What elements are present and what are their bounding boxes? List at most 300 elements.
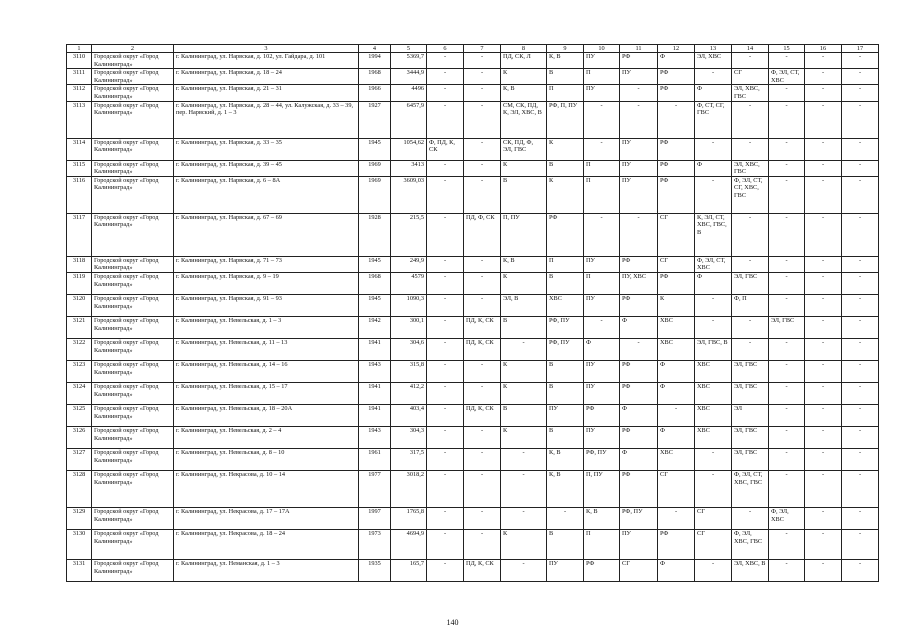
table-cell: 3117 [67,213,92,256]
table-cell: - [658,507,695,529]
header-cell: 14 [732,45,769,53]
table-cell: 1941 [359,382,391,404]
table-cell: ПУ [584,360,620,382]
table-cell: К [501,360,547,382]
table-cell: К [501,160,547,176]
table-cell: - [769,138,805,160]
table-cell: 304,3 [391,426,427,448]
table-cell: ЭЛ, ГВС [732,272,769,294]
table-cell: - [842,176,879,213]
header-cell: 5 [391,45,427,53]
table-cell: 1928 [359,213,391,256]
table-cell: - [427,176,464,213]
table-cell: - [805,529,842,559]
table-cell: 1945 [359,138,391,160]
table-cell: 3114 [67,138,92,160]
header-cell: 13 [695,45,732,53]
table-cell: - [732,53,769,69]
table-cell: Городской округ «Город Калининград» [92,176,174,213]
table-cell: - [805,338,842,360]
table-cell: 1968 [359,69,391,85]
table-cell: - [842,69,879,85]
table-cell: К, В [547,448,584,470]
table-cell: - [805,272,842,294]
table-cell: - [658,404,695,426]
table-cell: ПУ [620,138,658,160]
table-cell: Ф [658,382,695,404]
table-cell: - [620,101,658,138]
table-cell: Ф [620,448,658,470]
table-cell: ПУ, ХВС [620,272,658,294]
table-cell: ЭЛ, ГВС [732,360,769,382]
table-cell: К, В [501,85,547,101]
table-cell: - [842,470,879,507]
table-cell: ПУ [584,85,620,101]
table-cell: 304,6 [391,338,427,360]
table-cell: 1977 [359,470,391,507]
table-cell: 1090,3 [391,294,427,316]
table-cell: 3126 [67,426,92,448]
table-cell: - [501,338,547,360]
table-row [67,294,879,316]
table-cell: - [695,559,732,581]
table-cell: г. Калининград, ул. Нарвская, д. 9 – 19 [174,272,359,294]
table-row [67,382,879,404]
table-cell: РФ [658,272,695,294]
table-cell: - [769,559,805,581]
table-cell: СГ [658,256,695,272]
table-cell: - [427,360,464,382]
table-cell: СМ, СК, ПД, К, ЭЛ, ХВС, В [501,101,547,138]
table-cell: РФ [620,53,658,69]
table-cell: РФ, ПУ [620,507,658,529]
table-cell: - [732,138,769,160]
table-cell: К [501,529,547,559]
table-cell: - [695,69,732,85]
table-cell: 1968 [359,272,391,294]
table-cell: Городской округ «Город Калининград» [92,360,174,382]
table-cell: ПД, К, СК [464,404,501,426]
header-cell: 7 [464,45,501,53]
table-cell: - [769,470,805,507]
table-cell: Ф, ЭЛ, СТ, ХВС, ГВС [732,470,769,507]
table-cell: СГ [695,529,732,559]
table-cell: 3124 [67,382,92,404]
table-body [67,45,879,582]
table-cell: - [805,101,842,138]
table-cell: - [805,256,842,272]
table-cell: - [769,338,805,360]
table-cell: В [547,160,584,176]
table-cell: - [732,213,769,256]
table-cell: - [842,426,879,448]
table-cell: - [464,272,501,294]
table-cell: - [464,507,501,529]
table-cell: РФ [584,404,620,426]
table-cell: К, В [547,470,584,507]
table-cell: - [427,559,464,581]
table-cell: - [769,360,805,382]
table-cell: 1927 [359,101,391,138]
table-cell: 1935 [359,559,391,581]
table-cell: - [427,53,464,69]
header-cell: 6 [427,45,464,53]
table-cell: Ф, ЭЛ, СТ, ХВС [769,69,805,85]
table-cell: - [464,85,501,101]
table-row [67,316,879,338]
table-cell: Городской округ «Город Калининград» [92,382,174,404]
table-cell: ЭЛ, ГВС [769,316,805,338]
table-cell: РФ [620,470,658,507]
table-cell: - [769,160,805,176]
table-cell: Городской округ «Город Калининград» [92,470,174,507]
table-cell: 1969 [359,176,391,213]
table-cell: Городской округ «Город Калининград» [92,426,174,448]
table-cell: РФ [658,160,695,176]
table-cell: 1943 [359,360,391,382]
table-cell: - [427,294,464,316]
table-cell: 3110 [67,53,92,69]
table-cell: ХВС [658,338,695,360]
table-cell: - [695,470,732,507]
table-row [67,426,879,448]
table-cell: Городской округ «Город Калининград» [92,138,174,160]
table-cell: - [427,338,464,360]
table-cell: 3118 [67,256,92,272]
table-cell: г. Калининград, ул. Неманская, д. 1 – 3 [174,559,359,581]
header-cell: 3 [174,45,359,53]
table-row [67,507,879,529]
table-cell: г. Калининград, ул. Некрасова, д. 10 – 14 [174,470,359,507]
table-cell: В [547,426,584,448]
table-cell: г. Калининград, ул. Некрасова, д. 18 – 24 [174,529,359,559]
table-cell: - [464,294,501,316]
table-cell: - [695,294,732,316]
table-cell: - [805,160,842,176]
table-cell: - [769,272,805,294]
table-cell: Ф [695,272,732,294]
table-cell: - [695,448,732,470]
table-cell: - [464,426,501,448]
table-cell: - [769,294,805,316]
table-cell: г. Калининград, ул. Нарвская, д. 18 – 24 [174,69,359,85]
table-cell: РФ [658,69,695,85]
table-cell: П [584,69,620,85]
table-cell: СГ [695,507,732,529]
table-cell: Городской округ «Город Калининград» [92,101,174,138]
table-cell: СГ [658,213,695,256]
register-table [66,44,879,582]
table-cell: Ф, СТ, СГ, ГВС [695,101,732,138]
table-cell: - [732,338,769,360]
table-cell: - [732,316,769,338]
table-cell: - [805,213,842,256]
table-cell: Ф [658,559,695,581]
table-cell: 3444,9 [391,69,427,85]
table-cell: - [427,448,464,470]
table-cell: - [769,256,805,272]
table-row [67,338,879,360]
table-cell: - [805,85,842,101]
table-cell: 1941 [359,404,391,426]
table-cell: П, ПУ [584,470,620,507]
table-cell: ПУ [620,176,658,213]
header-cell: 9 [547,45,584,53]
table-cell: - [427,160,464,176]
table-cell: - [842,382,879,404]
table-cell: 1997 [359,507,391,529]
table-cell: К [547,138,584,160]
table-cell: - [464,176,501,213]
table-cell: г. Калининград, ул. Нарвская, д. 28 – 44, ул. Калужская, д. 33 – 39, пер. Нарвский, д. 1 – 3 [174,101,359,138]
table-cell: ПУ [584,53,620,69]
table-row [67,470,879,507]
table-cell: Городской округ «Город Калининград» [92,316,174,338]
table-cell: ЭЛ, ХВС, В [732,559,769,581]
table-cell: - [620,213,658,256]
table-cell: г. Калининград, ул. Нарвская, д. 91 – 93 [174,294,359,316]
table-cell: Городской округ «Город Калининград» [92,448,174,470]
table-cell: Ф [620,316,658,338]
table-cell: - [464,138,501,160]
table-cell: - [695,316,732,338]
table-cell: 5369,7 [391,53,427,69]
page-number: 140 [446,618,459,627]
table-cell: К [501,272,547,294]
table-cell: 1973 [359,529,391,559]
table-cell: ЭЛ, ХВС, ГВС [732,160,769,176]
table-cell: ЭЛ, ГВС [732,448,769,470]
table-cell: - [769,85,805,101]
table-cell: - [584,101,620,138]
table-cell: - [805,69,842,85]
table-cell: - [769,213,805,256]
table-cell: - [584,316,620,338]
table-cell: - [584,213,620,256]
table-cell: г. Калининград, ул. Нарвская, д. 6 – 8А [174,176,359,213]
table-cell: - [769,176,805,213]
table-cell: ХВС [547,294,584,316]
table-cell: - [805,53,842,69]
table-cell: В [547,360,584,382]
header-cell: 12 [658,45,695,53]
table-cell: ПУ [547,404,584,426]
table-cell: РФ, ПУ [547,338,584,360]
table-cell: 3018,2 [391,470,427,507]
table-cell: 3113 [67,101,92,138]
table-cell: - [427,529,464,559]
table-cell: К [501,426,547,448]
table-cell: - [427,404,464,426]
table-cell: 4694,9 [391,529,427,559]
table-cell: 215,5 [391,213,427,256]
table-cell: - [842,338,879,360]
table-cell: В [501,404,547,426]
table-cell: 165,7 [391,559,427,581]
table-cell: - [769,382,805,404]
table-cell: - [805,138,842,160]
table-cell: ПД, СК, Л [501,53,547,69]
table-cell: РФ [658,176,695,213]
table-cell: 3609,03 [391,176,427,213]
table-cell: Ф [584,338,620,360]
table-cell: - [427,85,464,101]
table-cell: г. Калининград, ул. Невельская, д. 1 – 3 [174,316,359,338]
table-cell: - [769,529,805,559]
table-cell: 3121 [67,316,92,338]
table-cell: г. Калининград, ул. Невельская, д. 15 – 17 [174,382,359,404]
table-cell: Ф, П [732,294,769,316]
table-cell: 1966 [359,85,391,101]
table-cell: ЭЛ [732,404,769,426]
table-cell: 1945 [359,294,391,316]
table-cell: СК, ПД, Ф, ЭЛ, ГВС [501,138,547,160]
table-cell: 3111 [67,69,92,85]
table-cell: - [842,507,879,529]
header-cell: 15 [769,45,805,53]
table-cell: РФ [620,426,658,448]
table-cell: Ф, ЭЛ, ХВС, ГВС [732,529,769,559]
table-cell: 315,8 [391,360,427,382]
table-cell: П [584,160,620,176]
table-cell: - [805,294,842,316]
table-cell: г. Калининград, ул. Невельская, д. 18 – 20А [174,404,359,426]
table-cell: РФ [620,256,658,272]
table-cell: ЭЛ, ГВС [732,426,769,448]
table-cell: - [427,507,464,529]
table-cell: - [464,470,501,507]
table-cell: - [805,404,842,426]
table-cell: ЭЛ, ГВС, В [695,338,732,360]
table-row [67,176,879,213]
table-cell: К, ЭЛ, СТ, ХВС, ГВС, В [695,213,732,256]
table-cell: - [805,176,842,213]
table-cell: - [805,316,842,338]
table-cell: - [427,101,464,138]
table-cell: - [464,529,501,559]
table-cell: Городской округ «Город Калининград» [92,559,174,581]
table-cell: г. Калининград, ул. Нарвская, д. 67 – 69 [174,213,359,256]
table-cell: - [464,382,501,404]
table-cell: - [805,470,842,507]
table-cell: 3130 [67,529,92,559]
table-cell: Городской округ «Город Калининград» [92,160,174,176]
table-cell: - [842,272,879,294]
table-cell: 3120 [67,294,92,316]
table-cell: Городской округ «Город Калининград» [92,256,174,272]
header-cell: 2 [92,45,174,53]
table-cell: Городской округ «Город Калининград» [92,529,174,559]
table-cell: - [427,69,464,85]
table-cell: - [805,448,842,470]
table-cell: - [732,507,769,529]
table-cell: - [732,101,769,138]
table-cell: 3413 [391,160,427,176]
table-cell: 3122 [67,338,92,360]
table-cell: Ф [658,360,695,382]
table-cell: 1942 [359,316,391,338]
table-cell: 3128 [67,470,92,507]
table-cell: РФ, ПУ [547,316,584,338]
table-cell: Городской округ «Город Калининград» [92,294,174,316]
table-cell: - [842,316,879,338]
table-cell: Ф, ПД, К, СК [427,138,464,160]
table-cell: 3123 [67,360,92,382]
table-row [67,272,879,294]
table-cell: П [547,85,584,101]
table-cell: - [501,470,547,507]
header-cell: 4 [359,45,391,53]
table-cell: - [805,360,842,382]
table-row [67,85,879,101]
table-cell: г. Калининград, ул. Нарвская, д. 71 – 73 [174,256,359,272]
table-cell: - [842,85,879,101]
table-cell: ПД, К, СК [464,316,501,338]
table-cell: - [464,101,501,138]
table-row [67,256,879,272]
table-cell: В [547,272,584,294]
table-row [67,138,879,160]
table-cell: - [427,272,464,294]
table-cell: ЭЛ, ХВС, ГВС [732,85,769,101]
table-cell: РФ [620,294,658,316]
table-cell: 3116 [67,176,92,213]
table-cell: ПУ [620,69,658,85]
table-cell: - [769,101,805,138]
table-cell: Ф [620,404,658,426]
table-cell: - [584,138,620,160]
table-cell: - [464,448,501,470]
table-cell: В [501,316,547,338]
table-row [67,69,879,85]
table-cell: г. Калининград, ул. Невельская, д. 2 – 4 [174,426,359,448]
table-cell: ЭЛ, В [501,294,547,316]
table-cell: 4496 [391,85,427,101]
table-cell: - [501,559,547,581]
table-cell: 3127 [67,448,92,470]
table-cell: В [547,382,584,404]
table-cell: - [501,448,547,470]
table-cell: Городской округ «Город Калининград» [92,213,174,256]
table-cell: - [427,316,464,338]
table-cell: Городской округ «Город Калининград» [92,507,174,529]
table-cell: ПУ [547,559,584,581]
table-cell: Городской округ «Город Калининград» [92,272,174,294]
table-cell: Городской округ «Город Калининград» [92,85,174,101]
table-cell: ХВС [695,404,732,426]
table-cell: Городской округ «Город Калининград» [92,404,174,426]
table-cell: г. Калининград, ул. Невельская, д. 11 – 13 [174,338,359,360]
table-cell: г. Калининград, ул. Нарвская, д. 33 – 35 [174,138,359,160]
table-cell: г. Калининград, ул. Нарвская, д. 21 – 31 [174,85,359,101]
table-cell: Ф [658,426,695,448]
table-cell: РФ [658,138,695,160]
table-cell: - [842,101,879,138]
table-cell: - [842,53,879,69]
table-cell: ПУ [620,529,658,559]
table-cell: Городской округ «Город Калининград» [92,53,174,69]
table-cell: 1994 [359,53,391,69]
table-cell: В [547,69,584,85]
table-cell: РФ [658,85,695,101]
table-row [67,213,879,256]
table-cell: - [464,53,501,69]
table-cell: - [464,160,501,176]
table-cell: ХВС [695,360,732,382]
table-cell: г. Калининград, ул. Невельская, д. 14 – 16 [174,360,359,382]
table-cell: 249,9 [391,256,427,272]
table-cell: - [805,507,842,529]
